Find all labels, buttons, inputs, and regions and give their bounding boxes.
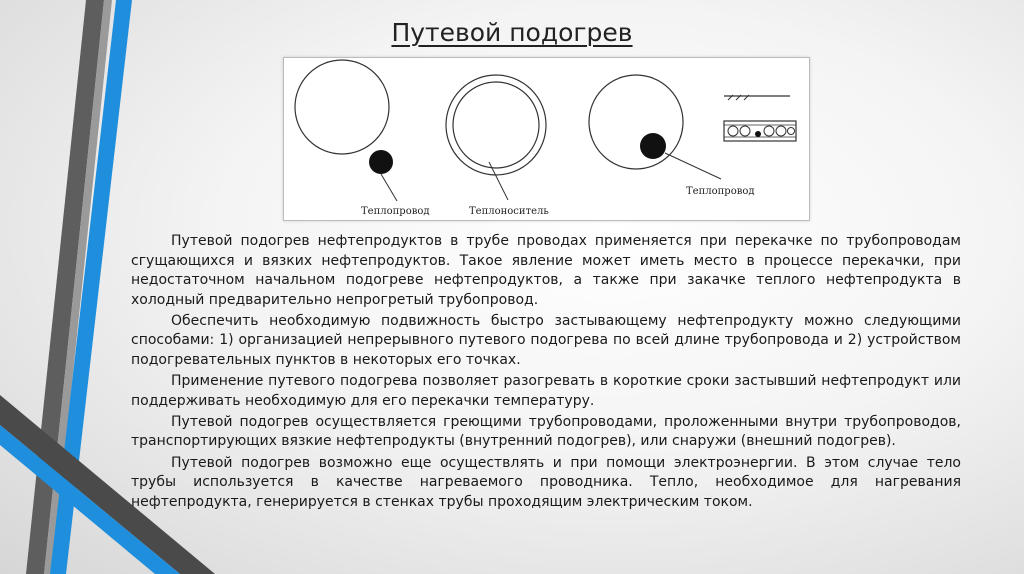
paragraph-2: Обеспечить необходимую подвижность быстро застывающему нефтепродукту можно следующими способами: 1) организацией непрерывного путевого подогрева по всей длине трубопровода и 2) устройством подогревательных пунктов в некоторых его точках. bbox=[131, 312, 961, 369]
panel-heater-dot bbox=[755, 131, 761, 137]
body-text bbox=[131, 232, 961, 514]
leader-line-1 bbox=[381, 174, 397, 201]
pipe-inner-circle-2 bbox=[453, 82, 539, 168]
paragraph-5: Путевой подогрев возможно еще осуществлять и при помощи электроэнергии. В этом случае тело трубы используется в качестве нагреваемого проводника. Тепло, необходимое для нагревания нефтепродукта, генерируется в стенках трубы проходящим электрическим током. bbox=[131, 454, 961, 510]
leader-line-3 bbox=[665, 153, 721, 179]
heating-panel bbox=[724, 121, 796, 141]
paragraph-3: Применение путевого подогрева позволяет разогревать в короткие сроки застывший нефтепродукт или поддерживать необходимую для его перекачки температуру. bbox=[131, 373, 961, 409]
heat-pipe-dot-1 bbox=[369, 150, 393, 174]
caption-teploprovod-1: Теплопровод bbox=[361, 206, 430, 217]
pipe-heating-figure bbox=[283, 57, 810, 221]
pipe-circle-1 bbox=[295, 60, 389, 154]
pipe-outer-circle-2 bbox=[446, 75, 546, 175]
paragraph-4: Путевой подогрев осуществляется греющими трубопроводами, проложенными внутри трубопроводов, транспортирующих вязкие нефтепродукты (внутренний подогрев), или снаружи (внешний подогрев). bbox=[131, 413, 961, 450]
paragraph-1: Путевой подогрев нефтепродуктов в трубе проводах применяется при перекачке по трубопроводам сгущающихся и вязких нефтепродуктов. Такое явление может иметь место в процессе перекачки, при недостаточном начальном подогреве нефтепродуктов, а также при закачке теплого нефтепродукта в холодный предварительно непрогретый трубопровод. bbox=[131, 233, 961, 308]
panel-cells bbox=[728, 126, 795, 136]
caption-teploprovod-3: Теплопровод bbox=[686, 186, 755, 197]
caption-teplonositel: Теплоноситель bbox=[469, 206, 549, 217]
heat-pipe-dot-3 bbox=[640, 133, 666, 159]
page-title: Путевой подогрев bbox=[391, 18, 633, 47]
